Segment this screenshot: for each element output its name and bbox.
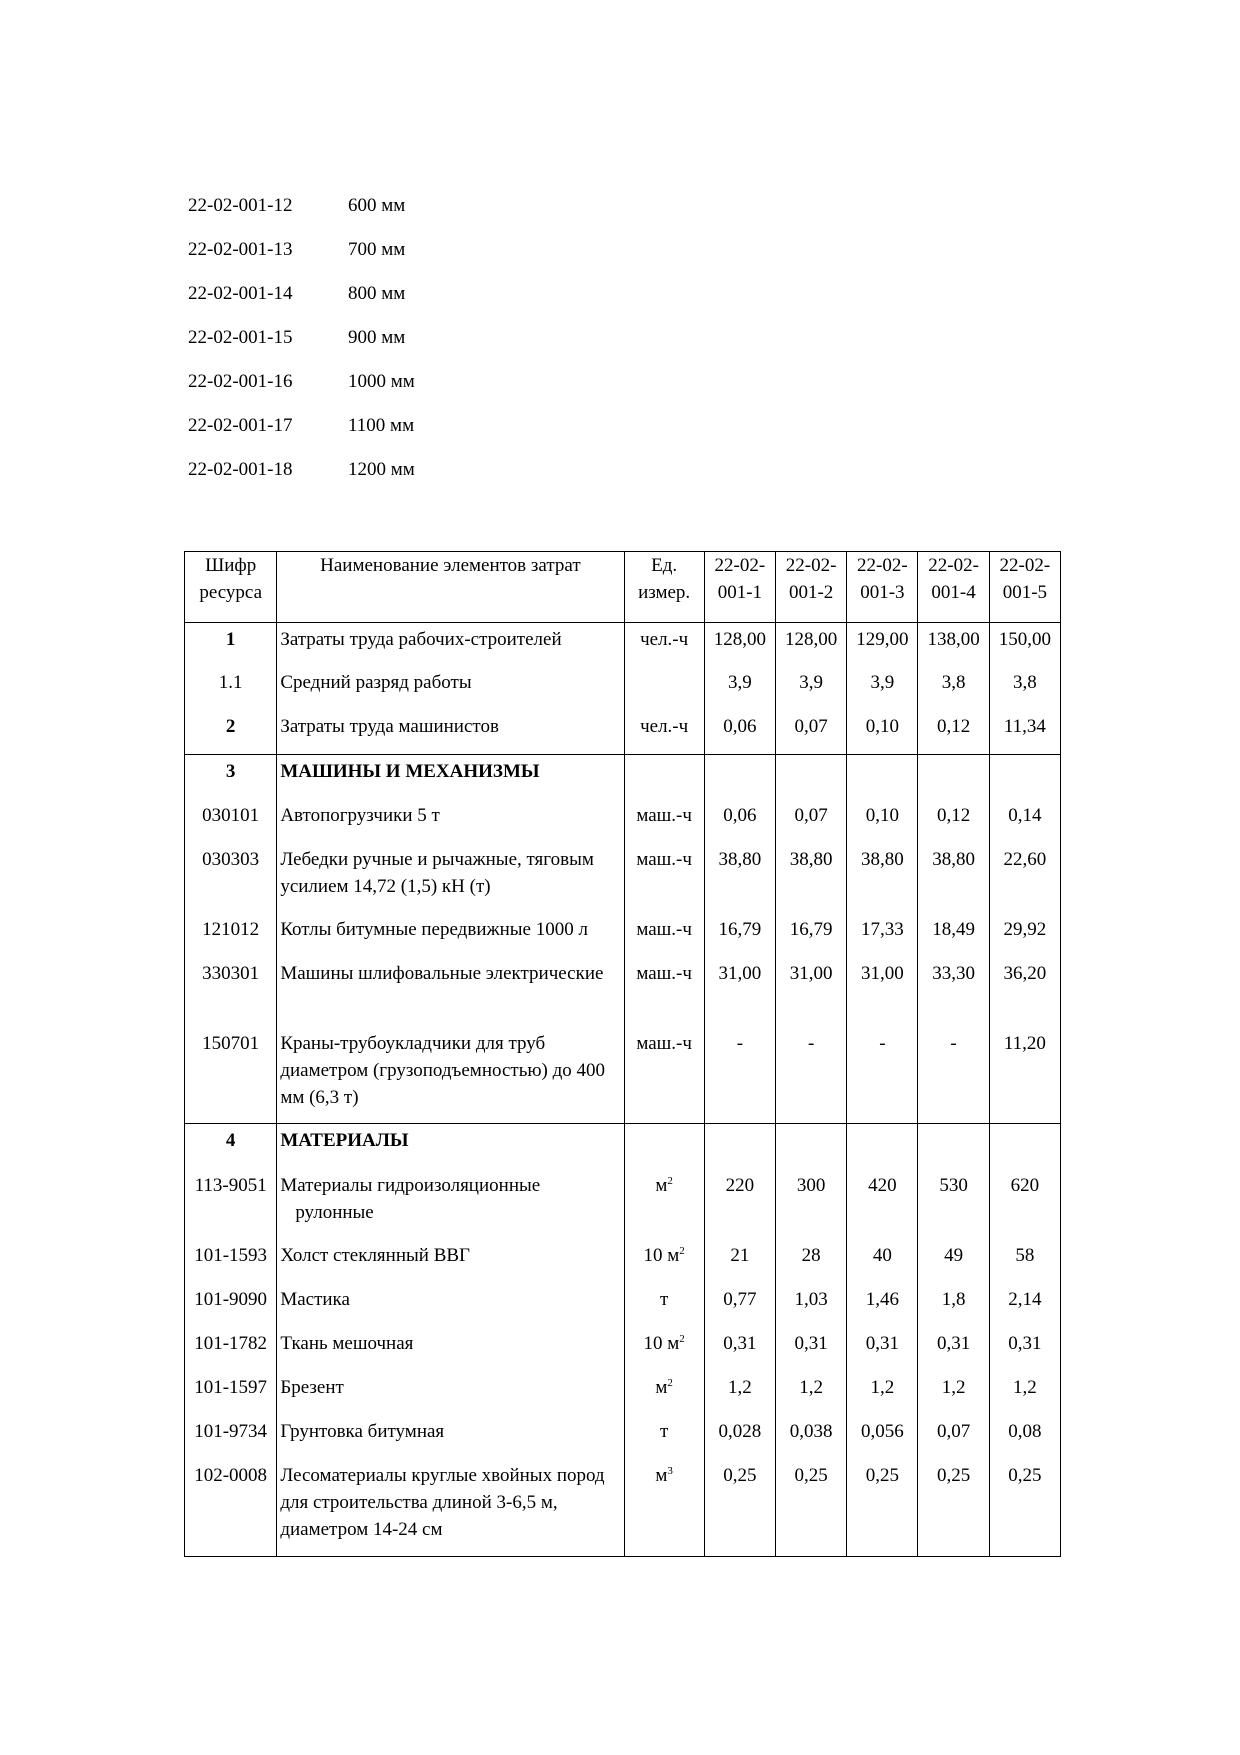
unit-exponent: 2 <box>667 1174 673 1187</box>
value-col-3: 17,33 <box>847 913 918 957</box>
value-col-4: 0,12 <box>918 710 989 755</box>
table-row <box>185 1283 1061 1327</box>
code-list-item <box>188 325 415 369</box>
value-col-4: 1,2 <box>918 1371 989 1415</box>
unit <box>624 1027 704 1124</box>
item-size: 800 мм <box>348 283 406 304</box>
value-col-1: 16,79 <box>704 913 775 957</box>
unit-exponent: 2 <box>679 1332 685 1345</box>
value-col-4: 0,12 <box>918 799 989 843</box>
cost-element-name: Брезент <box>277 1371 624 1415</box>
item-code: 22-02-001-17 <box>188 415 293 436</box>
unit <box>624 1124 704 1169</box>
table-row <box>185 957 1061 1027</box>
resource-code: 1.1 <box>185 666 277 710</box>
unit <box>624 623 704 666</box>
header-unit: Ед. измер. <box>624 552 704 623</box>
value-col-2: 0,07 <box>776 710 847 755</box>
item-code: 22-02-001-16 <box>188 371 293 392</box>
unit <box>624 1283 704 1327</box>
value-col-2: 1,2 <box>776 1371 847 1415</box>
table-row <box>185 1459 1061 1557</box>
value-col-2: 128,00 <box>776 623 847 666</box>
item-size: 600 мм <box>348 195 406 216</box>
unit-text: маш.-ч <box>636 1032 692 1054</box>
resource-code: 101-9734 <box>185 1415 277 1459</box>
cost-element-name: Краны-трубоукладчики для труб диаметром (грузоподъемностью) до 400 мм (6,3 т) <box>277 1027 624 1124</box>
resource-code: 030101 <box>185 799 277 843</box>
code-list-item <box>188 193 415 237</box>
value-col-5: 0,25 <box>989 1459 1060 1557</box>
value-col-4: 18,49 <box>918 913 989 957</box>
cost-element-name: Затраты труда машинистов <box>277 710 624 755</box>
cost-element-name: Мастика <box>277 1283 624 1327</box>
table-row <box>185 1124 1061 1169</box>
value-col-5 <box>989 1124 1060 1169</box>
value-col-3: 38,80 <box>847 843 918 913</box>
resource-code: 101-1593 <box>185 1239 277 1283</box>
value-col-3: 31,00 <box>847 957 918 1027</box>
resource-code: 101-1597 <box>185 1371 277 1415</box>
value-col-5: 150,00 <box>989 623 1060 666</box>
value-col-1: 220 <box>704 1169 775 1239</box>
value-col-2: 0,07 <box>776 799 847 843</box>
unit <box>624 1169 704 1239</box>
unit <box>624 710 704 755</box>
cost-element-name: Котлы битумные передвижные 1000 л <box>277 913 624 957</box>
resource-code: 101-1782 <box>185 1327 277 1371</box>
unit-text: 10 м <box>643 1244 680 1266</box>
resource-code: 121012 <box>185 913 277 957</box>
header-col-5: 22-02-001-5 <box>989 552 1060 623</box>
value-col-5: 11,20 <box>989 1027 1060 1124</box>
value-col-4: 138,00 <box>918 623 989 666</box>
value-col-2: 0,25 <box>776 1459 847 1557</box>
unit-exponent: 3 <box>667 1464 673 1477</box>
code-list-item <box>188 457 415 501</box>
item-code: 22-02-001-12 <box>188 195 293 216</box>
value-col-1: 0,06 <box>704 799 775 843</box>
unit-text: маш.-ч <box>636 962 692 984</box>
cost-element-name: Затраты труда рабочих-строителей <box>277 623 624 666</box>
unit-text: м <box>655 1376 668 1398</box>
cost-table <box>184 551 1061 1557</box>
code-list-item <box>188 413 415 457</box>
code-list <box>188 193 415 501</box>
table-row <box>185 913 1061 957</box>
item-code: 22-02-001-18 <box>188 459 293 480</box>
value-col-4: 0,07 <box>918 1415 989 1459</box>
value-col-1: 128,00 <box>704 623 775 666</box>
value-col-1: - <box>704 1027 775 1124</box>
unit-text: маш.-ч <box>636 848 692 870</box>
value-col-4: 530 <box>918 1169 989 1239</box>
table-row <box>185 1415 1061 1459</box>
value-col-1: 0,31 <box>704 1327 775 1371</box>
cost-element-name: Ткань мешочная <box>277 1327 624 1371</box>
header-name: Наименование элементов затрат <box>277 552 624 623</box>
value-col-5: 11,34 <box>989 710 1060 755</box>
unit <box>624 1415 704 1459</box>
resource-code: 4 <box>185 1124 277 1169</box>
cost-element-name: Машины шлифовальные электрические <box>277 957 624 1027</box>
table-row <box>185 799 1061 843</box>
value-col-2: 28 <box>776 1239 847 1283</box>
header-col-4: 22-02-001-4 <box>918 552 989 623</box>
value-col-2: 300 <box>776 1169 847 1239</box>
cost-element-name: Автопогрузчики 5 т <box>277 799 624 843</box>
unit-text: маш.-ч <box>636 804 692 826</box>
table-row <box>185 1239 1061 1283</box>
code-list-item <box>188 281 415 325</box>
value-col-3: 0,31 <box>847 1327 918 1371</box>
table-row <box>185 1027 1061 1124</box>
value-col-1: 0,25 <box>704 1459 775 1557</box>
item-code: 22-02-001-14 <box>188 283 293 304</box>
value-col-2: 16,79 <box>776 913 847 957</box>
unit-text: 10 м <box>643 1332 680 1354</box>
cost-element-name: Лесоматериалы круглые хвойных пород для строительства длиной 3-6,5 м, диаметром 14-24 см <box>277 1459 624 1557</box>
value-col-1: 31,00 <box>704 957 775 1027</box>
value-col-3: 0,10 <box>847 710 918 755</box>
value-col-4: 0,31 <box>918 1327 989 1371</box>
unit <box>624 1371 704 1415</box>
value-col-2 <box>776 1124 847 1169</box>
resource-code: 2 <box>185 710 277 755</box>
value-col-5: 22,60 <box>989 843 1060 913</box>
table-row <box>185 710 1061 755</box>
value-col-4: 33,30 <box>918 957 989 1027</box>
cost-element-name: Лебедки ручные и рычажные, тяговым усилием 14,72 (1,5) кН (т) <box>277 843 624 913</box>
resource-code: 113-9051 <box>185 1169 277 1239</box>
resource-code: 101-9090 <box>185 1283 277 1327</box>
header-col-1: 22-02-001-1 <box>704 552 775 623</box>
value-col-4: - <box>918 1027 989 1124</box>
cost-element-name: Материалы гидроизоляционные рулонные <box>277 1169 624 1239</box>
value-col-4: 38,80 <box>918 843 989 913</box>
item-size: 700 мм <box>348 239 406 260</box>
value-col-3: 0,10 <box>847 799 918 843</box>
value-col-1: 0,77 <box>704 1283 775 1327</box>
table-row <box>185 1169 1061 1239</box>
header-col-2: 22-02-001-2 <box>776 552 847 623</box>
cost-element-name: Холст стеклянный ВВГ <box>277 1239 624 1283</box>
value-col-5: 58 <box>989 1239 1060 1283</box>
unit <box>624 913 704 957</box>
value-col-3: 1,46 <box>847 1283 918 1327</box>
value-col-4: 1,8 <box>918 1283 989 1327</box>
value-col-3: 3,9 <box>847 666 918 710</box>
value-col-2: 3,9 <box>776 666 847 710</box>
item-size: 900 мм <box>348 327 406 348</box>
code-list-item <box>188 369 415 413</box>
resource-code: 150701 <box>185 1027 277 1124</box>
unit-text: м <box>655 1174 668 1196</box>
item-code: 22-02-001-15 <box>188 327 293 348</box>
unit <box>624 1327 704 1371</box>
unit <box>624 755 704 799</box>
cost-element-name: МАТЕРИАЛЫ <box>277 1124 624 1169</box>
value-col-2 <box>776 755 847 799</box>
value-col-4: 0,25 <box>918 1459 989 1557</box>
value-col-1: 21 <box>704 1239 775 1283</box>
unit-exponent: 2 <box>667 1376 673 1389</box>
value-col-1: 0,028 <box>704 1415 775 1459</box>
value-col-2: 31,00 <box>776 957 847 1027</box>
unit-text: маш.-ч <box>636 918 692 940</box>
unit <box>624 666 704 710</box>
value-col-5: 0,08 <box>989 1415 1060 1459</box>
value-col-5: 1,2 <box>989 1371 1060 1415</box>
resource-code: 1 <box>185 623 277 666</box>
value-col-5: 2,14 <box>989 1283 1060 1327</box>
value-col-1 <box>704 1124 775 1169</box>
unit-text: чел.-ч <box>640 629 689 650</box>
cost-element-name: МАШИНЫ И МЕХАНИЗМЫ <box>277 755 624 799</box>
cost-element-name: Грунтовка битумная <box>277 1415 624 1459</box>
value-col-3: 1,2 <box>847 1371 918 1415</box>
table-row <box>185 843 1061 913</box>
value-col-5 <box>989 755 1060 799</box>
unit-text: т <box>659 1288 669 1310</box>
value-col-2: - <box>776 1027 847 1124</box>
unit <box>624 799 704 843</box>
value-col-2: 0,038 <box>776 1415 847 1459</box>
unit-text: м <box>655 1464 668 1486</box>
unit <box>624 1459 704 1557</box>
value-col-3: 129,00 <box>847 623 918 666</box>
item-size: 1200 мм <box>348 459 415 480</box>
value-col-5: 0,14 <box>989 799 1060 843</box>
value-col-3: 0,056 <box>847 1415 918 1459</box>
resource-code: 102-0008 <box>185 1459 277 1557</box>
table-row <box>185 1327 1061 1371</box>
value-col-5: 29,92 <box>989 913 1060 957</box>
item-size: 1100 мм <box>348 415 415 436</box>
table-row <box>185 755 1061 799</box>
value-col-3: 40 <box>847 1239 918 1283</box>
resource-code: 030303 <box>185 843 277 913</box>
value-col-1: 3,9 <box>704 666 775 710</box>
value-col-3 <box>847 755 918 799</box>
value-col-5: 0,31 <box>989 1327 1060 1371</box>
value-col-1: 38,80 <box>704 843 775 913</box>
resource-code: 330301 <box>185 957 277 1027</box>
value-col-1 <box>704 755 775 799</box>
value-col-5: 620 <box>989 1169 1060 1239</box>
item-size: 1000 мм <box>348 371 415 392</box>
header-code: Шифр ресурса <box>185 552 277 623</box>
value-col-4 <box>918 755 989 799</box>
unit <box>624 1239 704 1283</box>
value-col-2: 38,80 <box>776 843 847 913</box>
value-col-3: 420 <box>847 1169 918 1239</box>
value-col-4: 49 <box>918 1239 989 1283</box>
value-col-1: 1,2 <box>704 1371 775 1415</box>
table-row <box>185 666 1061 710</box>
unit <box>624 843 704 913</box>
value-col-5: 3,8 <box>989 666 1060 710</box>
value-col-1: 0,06 <box>704 710 775 755</box>
value-col-5: 36,20 <box>989 957 1060 1027</box>
unit <box>624 957 704 1027</box>
cost-element-name: Средний разряд работы <box>277 666 624 710</box>
table-header-row <box>185 552 1061 623</box>
code-list-item <box>188 237 415 281</box>
value-col-2: 1,03 <box>776 1283 847 1327</box>
unit-text: чел.-ч <box>640 715 689 737</box>
value-col-2: 0,31 <box>776 1327 847 1371</box>
unit-exponent: 2 <box>679 1244 685 1257</box>
value-col-3: - <box>847 1027 918 1124</box>
value-col-3: 0,25 <box>847 1459 918 1557</box>
unit-text: т <box>659 1420 669 1442</box>
header-col-3: 22-02-001-3 <box>847 552 918 623</box>
value-col-4 <box>918 1124 989 1169</box>
table-row <box>185 623 1061 666</box>
value-col-3 <box>847 1124 918 1169</box>
item-code: 22-02-001-13 <box>188 239 293 260</box>
table-row <box>185 1371 1061 1415</box>
value-col-4: 3,8 <box>918 666 989 710</box>
resource-code: 3 <box>185 755 277 799</box>
